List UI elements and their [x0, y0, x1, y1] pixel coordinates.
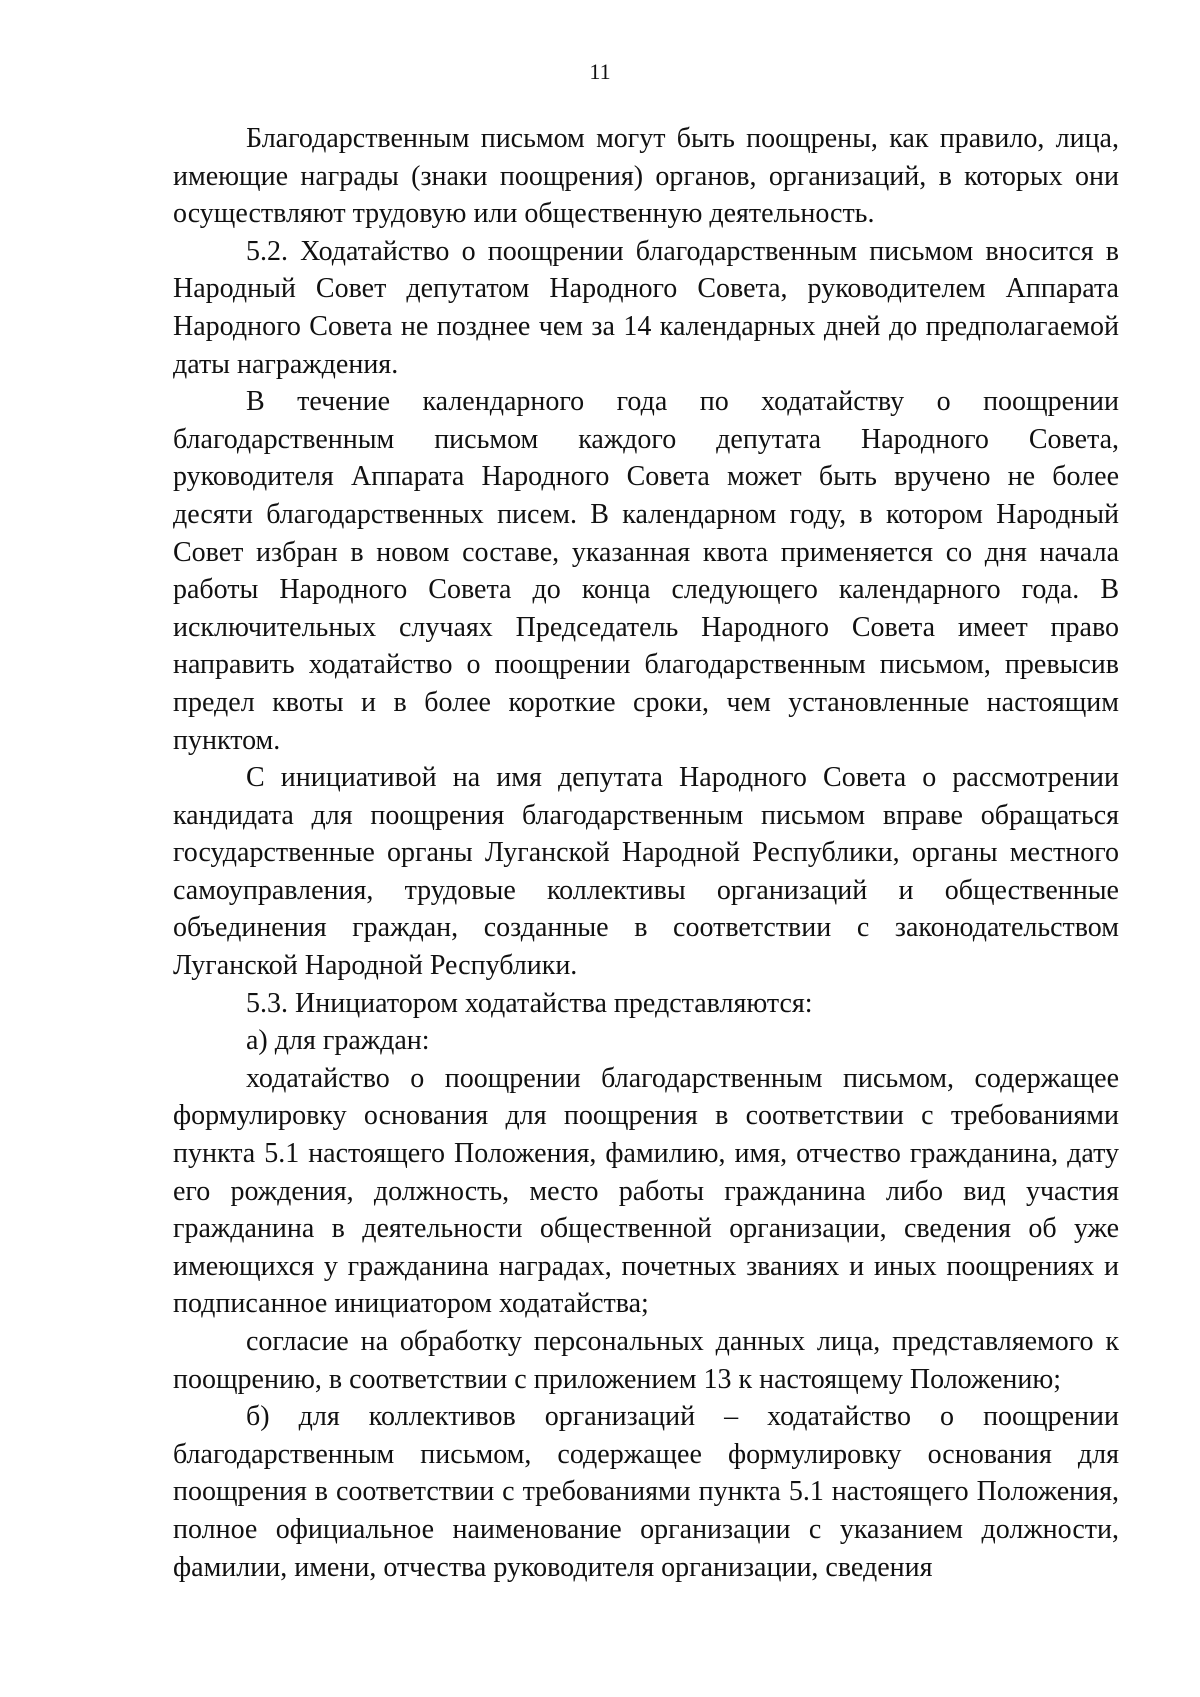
document-body: [173, 120, 1119, 1586]
paragraph-initiative: С инициативой на имя депутата Народного Совета о рассмотрении кандидата для поощрения благодарственным письмом вправе обращаться государственные органы Луганской Народной Республики, органы местного самоуправления, трудовые коллективы организаций и общественные объединения граждан, созданные в соответствии с законодательством Луганской Народной Республики.: [173, 762, 1119, 982]
paragraph-letter-eligibility: Благодарственным письмом могут быть поощрены, как правило, лица, имеющие награды (знаки поощрения) органов, организаций, в которых они осуществляют трудовую или общественную деятельность.: [173, 123, 1119, 230]
paragraph-5-2: 5.2. Ходатайство о поощрении благодарственным письмом вносится в Народный Совет депутатом Народного Совета, руководителем Аппарата Народного Совета не позднее чем за 14 календарных дней до предполагаемой даты награждения.: [173, 235, 1119, 380]
paragraph-petition-citizens: ходатайство о поощрении благодарственным письмом, содержащее формулировку основания для поощрения в соответствии с требованиями пункта 5.1 настоящего Положения, фамилию, имя, отчество гражданина, дату его рождения, должность, место работы гражданина либо вид участия гражданина в деятельности общественной организации, сведения об уже имеющихся у гражданина наградах, почетных званиях и иных поощрениях и подписанное инициатором ходатайства;: [173, 1062, 1119, 1320]
paragraph-consent: согласие на обработку персональных данных лица, представляемого к поощрению, в соответствии с приложением 13 к настоящему Положению;: [173, 1326, 1119, 1395]
paragraph-5-3: 5.3. Инициатором ходатайства представляются:: [246, 987, 813, 1019]
page-number: 11: [589, 59, 611, 84]
paragraph-quota: В течение календарного года по ходатайству о поощрении благодарственным письмом каждого депутата Народного Совета, руководителя Аппарата Народного Совета может быть вручено не более десяти благодарственных писем. В календарном году, в котором Народный Совет избран в новом составе, указанная квота применяется со дня начала работы Народного Совета до конца следующего календарного года. В исключительных случаях Председатель Народного Совета имеет право направить ходатайство о поощрении благодарственным письмом, превысив предел квоты и в более короткие сроки, чем установленные настоящим пунктом.: [173, 386, 1119, 756]
paragraph-item-a: а) для граждан:: [246, 1025, 430, 1057]
paragraph-item-b: б) для коллективов организаций – ходатайство о поощрении благодарственным письмом, содержащее формулировку основания для поощрения в соответствии с требованиями пункта 5.1 настоящего Положения, полное официальное наименование организации с указанием должности, фамилии, имени, отчества руководителя организации, сведения: [173, 1401, 1119, 1583]
